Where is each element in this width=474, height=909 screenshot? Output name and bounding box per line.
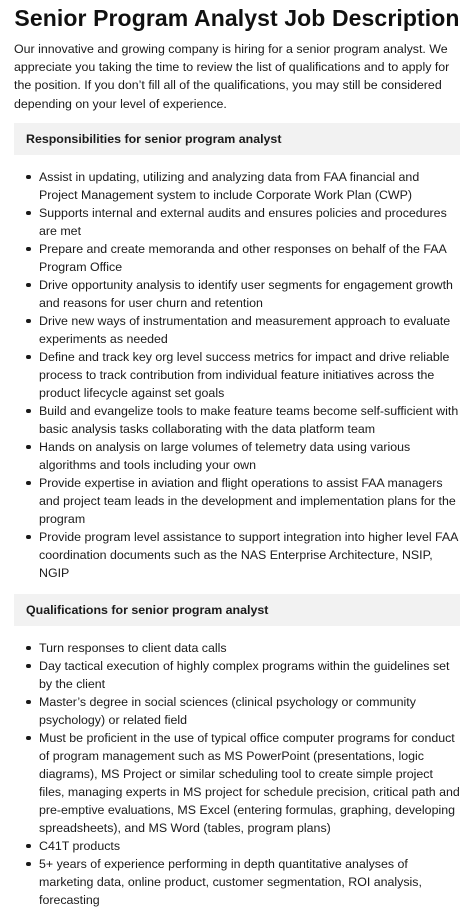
list-item: Day tactical execution of highly complex programs within the guidelines set by the client (39, 657, 460, 693)
intro-paragraph: Our innovative and growing company is hiring for a senior program analyst. We appreciate you taking the time to review the list of qualifications and to apply for the position. If you don’t fill all of the qualifications, you may still be considered depending on your level of experience. (14, 42, 450, 111)
list-item: Hands on analysis on large volumes of telemetry data using various algorithms and tools including your own (39, 438, 460, 474)
list-item: Assist in updating, utilizing and analyzing data from FAA financial and Project Management system to include Corporate Work Plan (CWP) (39, 168, 460, 204)
list-item: Prepare and create memoranda and other responses on behalf of the FAA Program Office (39, 240, 460, 276)
list-item: 5+ years of experience performing in depth quantitative analyses of marketing data, online product, customer segmentation, ROI analysis, forecasting (39, 855, 460, 909)
qualifications-list (14, 639, 460, 909)
list-item: Drive opportunity analysis to identify user segments for engagement growth and reasons for user churn and retention (39, 276, 460, 312)
list-item: Provide program level assistance to support integration into higher level FAA coordination documents such as the NAS Enterprise Architecture, NSIP, NGIP (39, 528, 460, 582)
list-item: C41T products (39, 837, 460, 855)
list-item: Master’s degree in social sciences (clinical psychology or community psychology) or related field (39, 693, 460, 729)
list-item: Must be proficient in the use of typical office computer programs for conduct of program management such as MS PowerPoint (presentations, logic diagrams), MS Project or similar scheduling tool to create simple project files, managing experts in MS project for schedule precision, critical path and pre-emptive evaluations, MS Excel (entering formulas, graphing, developing spreadsheets), and MS Word (tables, program plans) (39, 730, 460, 835)
list-item: Define and track key org level success metrics for impact and drive reliable process to track contribution from individual feature initiatives across the product lifecycle against set goals (39, 348, 460, 402)
qualifications-header: Qualifications for senior program analyst (14, 594, 460, 626)
list-item: Build and evangelize tools to make feature teams become self-sufficient with basic analysis tasks collaborating with the data platform team (39, 403, 459, 436)
list-item: Supports internal and external audits and ensures policies and procedures are met (39, 204, 460, 240)
responsibilities-header: Responsibilities for senior program analyst (14, 123, 460, 155)
list-item: Turn responses to client data calls (39, 639, 460, 657)
list-item: Provide expertise in aviation and flight operations to assist FAA managers and project team leads in the development and implementation plans for the program (39, 474, 460, 528)
page-title: Senior Program Analyst Job Description (14, 5, 460, 31)
responsibilities-list (14, 168, 460, 582)
list-item: Drive new ways of instrumentation and measurement approach to evaluate experiments as needed (39, 312, 460, 348)
